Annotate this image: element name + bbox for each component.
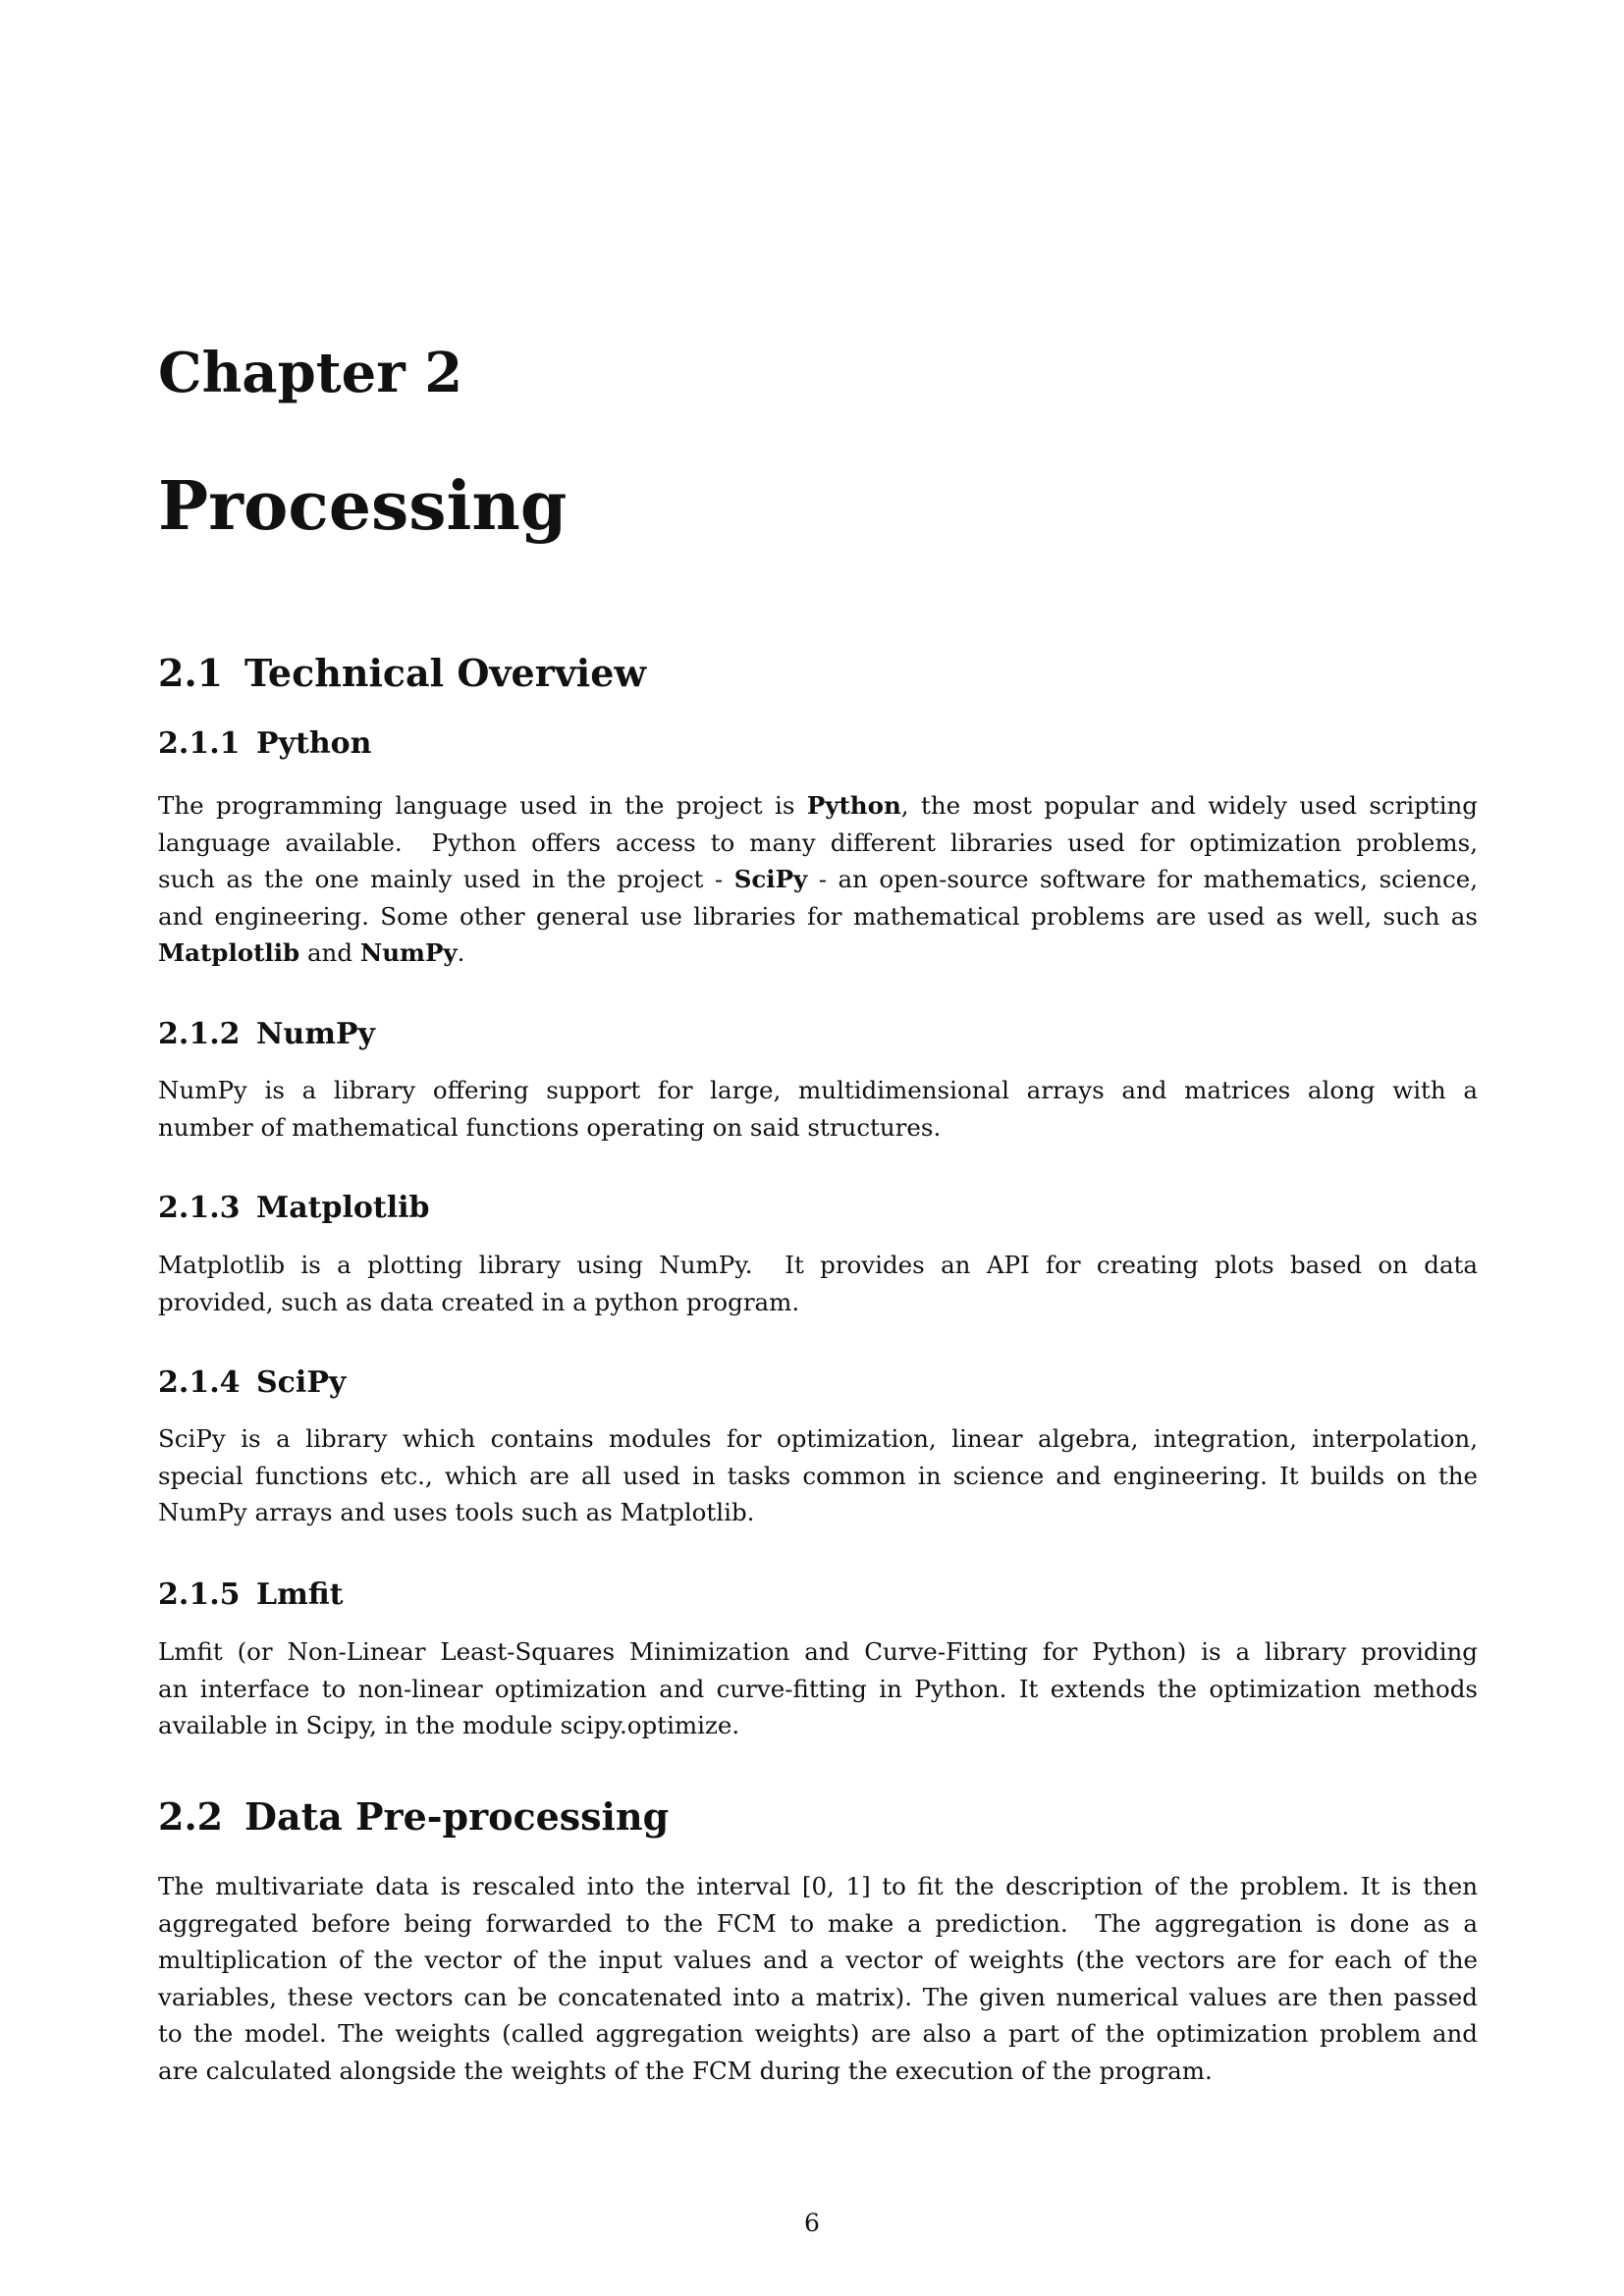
text-segment: multiplication of the vector of the input values and a vector of weights (the vectors are for each of the [158,1946,1478,1975]
paragraph [158,1420,1478,1531]
section-heading [158,725,372,761]
section-heading [158,1576,344,1612]
text-line [158,1284,1478,1321]
text-segment: The programming language used in the project is [158,791,807,820]
section-title: Python [256,725,372,761]
text-segment: Matplotlib is a plotting library using NumPy. It provides an API for creating plots based on data [158,1251,1478,1279]
text-segment: NumPy is a library offering support for large, multidimensional arrays and matrices along with a [158,1076,1478,1104]
text-line [158,861,1478,898]
text-line [158,1247,1478,1284]
text-line [158,1979,1478,2016]
text-segment: are calculated alongside the weights of the FCM during the execution of the program. [158,2056,1213,2085]
text-line [158,1072,1478,1109]
text-line [158,934,1478,972]
text-line [158,1671,1478,1708]
text-segment: aggregated before being forwarded to the FCM to make a prediction. The aggregation is done as a [158,1908,1478,1938]
section-number: 2.1.2 [158,1016,241,1051]
text-segment: to the model. The weights (called aggregation weights) are also a part of the optimization problem and [158,2019,1478,2049]
text-line [158,1707,1478,1744]
text-segment: , the most popular and widely used scripting [900,791,1478,820]
section-heading [158,1190,430,1225]
paragraph [158,787,1478,972]
text-line [158,1109,1478,1147]
section-title: Lmfit [256,1576,344,1612]
text-line [158,1942,1478,1979]
bold-term: Matplotlib [158,938,300,968]
text-line [158,2053,1478,2090]
section-title: Technical Overview [244,651,647,696]
section-title: Matplotlib [256,1190,430,1225]
text-segment: - an open-source software for mathematics, science, [807,865,1478,894]
text-segment: language available. Python offers access to many different libraries used for optimization problems, [158,828,1478,857]
text-segment: such as the one mainly used in the project - [158,865,734,894]
section-title: NumPy [256,1016,375,1051]
section-heading [158,1794,670,1840]
text-segment: SciPy is a library which contains modules for optimization, linear algebra, integration, interpolation, [158,1424,1478,1453]
section-title: SciPy [256,1364,347,1400]
bold-term: NumPy [359,938,458,968]
page-number: 6 [804,2209,820,2237]
section-number: 2.2 [158,1794,224,1840]
text-line [158,1868,1478,1905]
text-line [158,1633,1478,1671]
text-line [158,825,1478,862]
chapter-label: Chapter 2 [158,341,463,405]
text-segment: an interface to non-linear optimization and curve-fitting in Python. It extends the optimization methods [158,1674,1478,1703]
text-segment: Lmfit (or Non-Linear Least-Squares Minimization and Curve-Fitting for Python) is a library providing [158,1637,1478,1666]
section-heading [158,651,647,696]
paragraph [158,1072,1478,1146]
text-segment: The multivariate data is rescaled into the interval [0, 1] to fit the description of the problem. It is then [158,1872,1478,1900]
text-segment: variables, these vectors can be concatenated into a matrix). The given numerical values are then passed [158,1982,1478,2011]
paragraph [158,1868,1478,2090]
text-line [158,787,1478,825]
text-line [158,1494,1478,1531]
bold-term: Python [806,791,901,820]
text-segment: and [299,938,360,968]
section-number: 2.1.1 [158,725,241,761]
section-number: 2.1.4 [158,1364,241,1400]
section-number: 2.1.5 [158,1576,241,1612]
bold-term: SciPy [733,865,808,894]
text-line [158,2015,1478,2053]
text-line [158,1458,1478,1495]
text-line [158,1420,1478,1458]
chapter-title: Processing [158,467,568,546]
section-title: Data Pre-processing [244,1794,670,1840]
text-segment: special functions etc., which are all used in tasks common in science and engineering. It builds on the [158,1461,1478,1490]
section-heading [158,1364,347,1400]
text-segment: . [457,938,465,968]
text-segment: available in Scipy, in the module scipy.optimize. [158,1711,740,1740]
section-number: 2.1.3 [158,1190,241,1225]
section-heading [158,1016,375,1051]
text-line [158,1905,1478,1943]
text-segment: NumPy arrays and uses tools such as Matplotlib. [158,1498,755,1527]
text-segment: provided, such as data created in a python program. [158,1287,800,1316]
paragraph [158,1633,1478,1744]
text-line [158,898,1478,935]
section-number: 2.1 [158,651,224,696]
text-segment: and engineering. Some other general use libraries for mathematical problems are used as well, such as [158,901,1478,931]
text-segment: number of mathematical functions operating on said structures. [158,1112,942,1142]
paragraph [158,1247,1478,1320]
